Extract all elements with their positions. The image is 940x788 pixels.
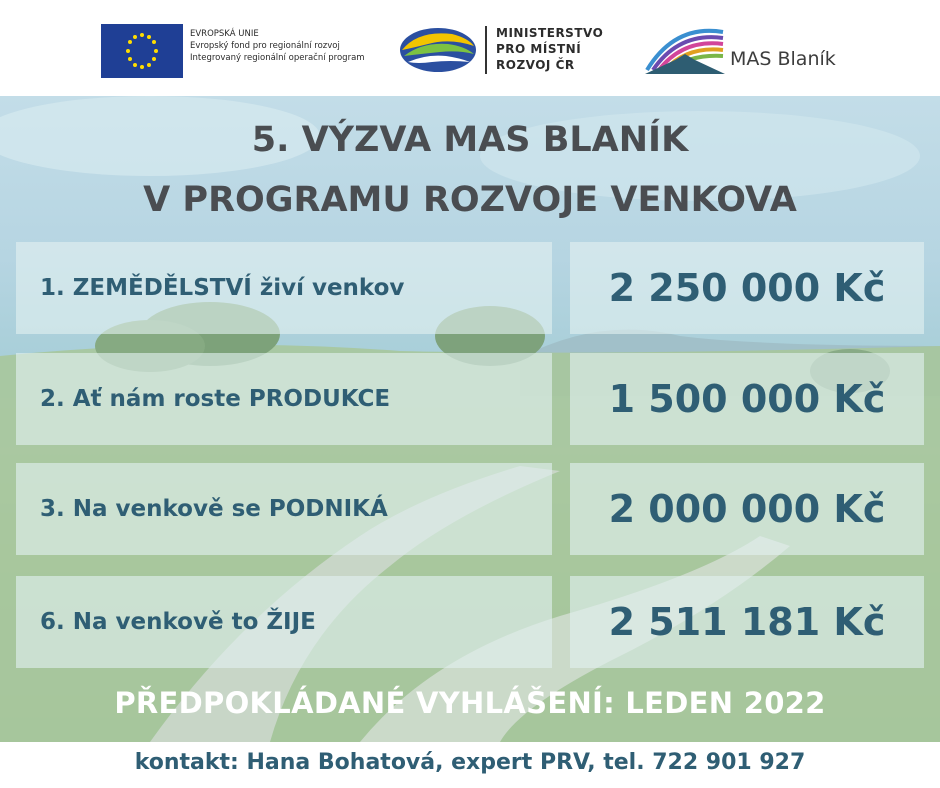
program-label: 3. Na venkově se PODNIKÁ xyxy=(40,496,388,522)
mmr-logo-text xyxy=(496,25,603,73)
program-label: 2. Ať nám roste PRODUKCE xyxy=(40,386,391,412)
program-label-box-2 xyxy=(16,353,552,445)
program-amount: 2 511 181 Kč xyxy=(608,600,886,644)
mas-rainbow-icon xyxy=(645,24,725,74)
program-amount: 1 500 000 Kč xyxy=(608,377,886,421)
eu-line-3: Integrovaný regionální operační program xyxy=(190,53,365,63)
eu-line-2: Evropský fond pro regionální rozvoj xyxy=(190,41,340,51)
logo-header xyxy=(0,0,940,96)
program-amount-box-3 xyxy=(570,463,924,555)
contact-footer xyxy=(0,742,940,788)
announcement-text: PŘEDPOKLÁDANÉ VYHLÁŠENÍ: LEDEN 2022 xyxy=(114,686,826,720)
program-label: 1. ZEMĚDĚLSTVÍ živí venkov xyxy=(40,275,405,301)
program-label-box-1 xyxy=(16,242,552,334)
program-label-box-3 xyxy=(16,463,552,555)
program-amount-box-1 xyxy=(570,242,924,334)
eu-logo-text xyxy=(190,28,365,64)
program-amount-box-4 xyxy=(570,576,924,668)
eu-line-1: EVROPSKÁ UNIE xyxy=(190,29,259,39)
eu-flag-icon xyxy=(101,24,183,78)
mas-logo-text: MAS Blaník xyxy=(730,48,836,70)
program-amount-box-2 xyxy=(570,353,924,445)
headline-line-1: 5. VÝZVA MAS BLANÍK xyxy=(251,120,689,160)
headline-line-2: V PROGRAMU ROZVOJE VENKOVA xyxy=(143,180,797,220)
mmr-logo-icon xyxy=(398,24,478,76)
program-label: 6. Na venkově to ŽIJE xyxy=(40,609,316,635)
mmr-divider xyxy=(485,26,487,74)
contact-text: kontakt: Hana Bohatová, expert PRV, tel. 722 901 927 xyxy=(134,750,806,775)
mmr-line-1: MINISTERSTVO xyxy=(496,26,604,40)
program-amount: 2 250 000 Kč xyxy=(608,266,886,310)
program-label-box-4 xyxy=(16,576,552,668)
mmr-line-3: ROZVOJ ČR xyxy=(496,58,575,72)
mmr-line-2: PRO MÍSTNÍ xyxy=(496,42,582,56)
program-amount: 2 000 000 Kč xyxy=(608,487,886,531)
